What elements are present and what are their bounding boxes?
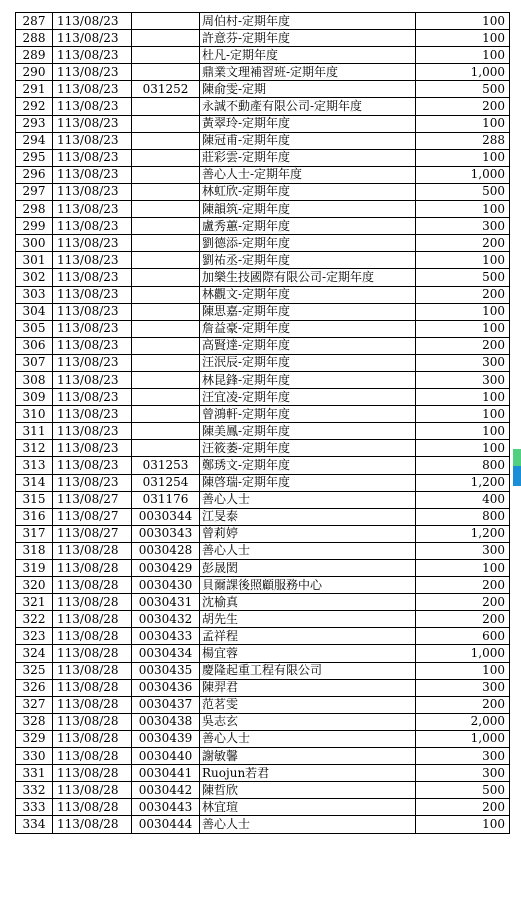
- cell-amount: 500: [416, 81, 510, 98]
- cell-number: 289: [16, 47, 53, 64]
- table-row: [16, 577, 510, 594]
- cell-donor-name: 黃翠玲-定期年度: [200, 115, 416, 132]
- cell-date: 113/08/28: [53, 542, 132, 559]
- cell-number: 299: [16, 218, 53, 235]
- cell-amount: 2,000: [416, 713, 510, 730]
- cell-donor-name: 加樂生技國際有限公司-定期年度: [200, 269, 416, 286]
- cell-donor-name: 陳思嘉-定期年度: [200, 303, 416, 320]
- cell-amount: 100: [416, 423, 510, 440]
- cell-receipt-number: [132, 64, 200, 81]
- cell-donor-name: 汪宜凌-定期年度: [200, 389, 416, 406]
- cell-receipt-number: [132, 337, 200, 354]
- table-row: [16, 679, 510, 696]
- cell-date: 113/08/28: [53, 628, 132, 645]
- cell-donor-name: 林虹欣-定期年度: [200, 183, 416, 200]
- table-row: [16, 782, 510, 799]
- cell-receipt-number: 031176: [132, 491, 200, 508]
- table-row: [16, 816, 510, 833]
- table-row: [16, 765, 510, 782]
- table-row: [16, 183, 510, 200]
- table-row: [16, 98, 510, 115]
- table-row: [16, 320, 510, 337]
- table-row: [16, 560, 510, 577]
- cell-receipt-number: 0030441: [132, 765, 200, 782]
- table-row: [16, 628, 510, 645]
- cell-donor-name: 劉祐丞-定期年度: [200, 252, 416, 269]
- table-row: [16, 252, 510, 269]
- cell-amount: 200: [416, 235, 510, 252]
- cell-number: 329: [16, 730, 53, 747]
- cell-donor-name: 善心人士: [200, 491, 416, 508]
- cell-number: 295: [16, 149, 53, 166]
- cell-donor-name: 汪泯辰-定期年度: [200, 354, 416, 371]
- cell-date: 113/08/28: [53, 816, 132, 833]
- cell-donor-name: 陳啓瑞-定期年度: [200, 474, 416, 491]
- cell-amount: 100: [416, 303, 510, 320]
- cell-donor-name: 汪筱萎-定期年度: [200, 440, 416, 457]
- cell-receipt-number: 0030343: [132, 525, 200, 542]
- cell-donor-name: 劉德添-定期年度: [200, 235, 416, 252]
- cell-amount: 200: [416, 611, 510, 628]
- edge-tab-green[interactable]: [513, 449, 521, 466]
- cell-receipt-number: 0030344: [132, 508, 200, 525]
- cell-amount: 200: [416, 98, 510, 115]
- cell-number: 333: [16, 799, 53, 816]
- cell-date: 113/08/23: [53, 252, 132, 269]
- cell-amount: 300: [416, 354, 510, 371]
- cell-number: 324: [16, 645, 53, 662]
- cell-amount: 800: [416, 457, 510, 474]
- table-row: [16, 406, 510, 423]
- cell-date: 113/08/28: [53, 679, 132, 696]
- table-row: [16, 81, 510, 98]
- cell-receipt-number: 0030444: [132, 816, 200, 833]
- cell-receipt-number: [132, 115, 200, 132]
- cell-donor-name: 慶隆起重工程有限公司: [200, 662, 416, 679]
- cell-number: 334: [16, 816, 53, 833]
- cell-receipt-number: [132, 13, 200, 30]
- table-row: [16, 611, 510, 628]
- cell-date: 113/08/28: [53, 560, 132, 577]
- cell-number: 327: [16, 696, 53, 713]
- table-row: [16, 337, 510, 354]
- cell-receipt-number: [132, 320, 200, 337]
- cell-amount: 200: [416, 577, 510, 594]
- cell-donor-name: Ruojun若君: [200, 765, 416, 782]
- cell-receipt-number: [132, 218, 200, 235]
- cell-donor-name: 鄭琇文-定期年度: [200, 457, 416, 474]
- cell-amount: 100: [416, 252, 510, 269]
- cell-number: 318: [16, 542, 53, 559]
- cell-date: 113/08/23: [53, 218, 132, 235]
- cell-receipt-number: [132, 269, 200, 286]
- table-row: [16, 166, 510, 183]
- cell-date: 113/08/23: [53, 269, 132, 286]
- cell-donor-name: 陳哲欣: [200, 782, 416, 799]
- cell-receipt-number: [132, 30, 200, 47]
- cell-receipt-number: [132, 201, 200, 218]
- table-row: [16, 303, 510, 320]
- cell-date: 113/08/28: [53, 748, 132, 765]
- cell-date: 113/08/23: [53, 132, 132, 149]
- cell-number: 287: [16, 13, 53, 30]
- cell-amount: 288: [416, 132, 510, 149]
- cell-donor-name: 鼎業文理補習班-定期年度: [200, 64, 416, 81]
- cell-amount: 800: [416, 508, 510, 525]
- cell-receipt-number: 0030440: [132, 748, 200, 765]
- cell-number: 330: [16, 748, 53, 765]
- cell-donor-name: 詹益豪-定期年度: [200, 320, 416, 337]
- table-row: [16, 440, 510, 457]
- cell-date: 113/08/23: [53, 423, 132, 440]
- cell-donor-name: 林宜瑄: [200, 799, 416, 816]
- cell-amount: 1,000: [416, 730, 510, 747]
- cell-receipt-number: 0030428: [132, 542, 200, 559]
- cell-amount: 300: [416, 679, 510, 696]
- cell-number: 326: [16, 679, 53, 696]
- cell-number: 320: [16, 577, 53, 594]
- cell-number: 303: [16, 286, 53, 303]
- cell-receipt-number: [132, 371, 200, 388]
- cell-receipt-number: 0030433: [132, 628, 200, 645]
- cell-donor-name: 沈榆真: [200, 594, 416, 611]
- table-row: [16, 423, 510, 440]
- table-row: [16, 645, 510, 662]
- cell-date: 113/08/27: [53, 508, 132, 525]
- cell-receipt-number: [132, 406, 200, 423]
- cell-donor-name: 善心人士: [200, 730, 416, 747]
- table-row: [16, 542, 510, 559]
- cell-receipt-number: [132, 149, 200, 166]
- table-row: [16, 218, 510, 235]
- cell-donor-name: 陳羿君: [200, 679, 416, 696]
- cell-date: 113/08/23: [53, 98, 132, 115]
- table-row: [16, 64, 510, 81]
- cell-date: 113/08/23: [53, 354, 132, 371]
- cell-date: 113/08/27: [53, 491, 132, 508]
- cell-receipt-number: [132, 235, 200, 252]
- cell-amount: 1,200: [416, 474, 510, 491]
- cell-amount: 100: [416, 389, 510, 406]
- cell-donor-name: 莊彩雲-定期年度: [200, 149, 416, 166]
- cell-amount: 100: [416, 320, 510, 337]
- cell-amount: 100: [416, 201, 510, 218]
- table-row: [16, 474, 510, 491]
- cell-donor-name: 陳冠甫-定期年度: [200, 132, 416, 149]
- cell-receipt-number: 0030430: [132, 577, 200, 594]
- cell-donor-name: 陳俞雯-定期: [200, 81, 416, 98]
- cell-date: 113/08/23: [53, 201, 132, 218]
- cell-amount: 100: [416, 560, 510, 577]
- cell-date: 113/08/23: [53, 440, 132, 457]
- cell-amount: 1,000: [416, 645, 510, 662]
- cell-number: 290: [16, 64, 53, 81]
- table-row: [16, 286, 510, 303]
- cell-receipt-number: [132, 286, 200, 303]
- table-row: [16, 491, 510, 508]
- cell-donor-name: 盧秀蕙-定期年度: [200, 218, 416, 235]
- cell-number: 305: [16, 320, 53, 337]
- cell-date: 113/08/23: [53, 47, 132, 64]
- cell-receipt-number: [132, 183, 200, 200]
- cell-amount: 100: [416, 30, 510, 47]
- cell-date: 113/08/28: [53, 799, 132, 816]
- table-row: [16, 696, 510, 713]
- cell-amount: 500: [416, 183, 510, 200]
- cell-donor-name: 吳志玄: [200, 713, 416, 730]
- cell-number: 312: [16, 440, 53, 457]
- cell-amount: 100: [416, 406, 510, 423]
- cell-date: 113/08/28: [53, 713, 132, 730]
- cell-number: 292: [16, 98, 53, 115]
- cell-number: 306: [16, 337, 53, 354]
- cell-date: 113/08/23: [53, 166, 132, 183]
- table-row: [16, 730, 510, 747]
- cell-number: 304: [16, 303, 53, 320]
- cell-amount: 200: [416, 286, 510, 303]
- cell-donor-name: 彭晟閎: [200, 560, 416, 577]
- cell-receipt-number: [132, 389, 200, 406]
- table-row: [16, 748, 510, 765]
- cell-amount: 100: [416, 115, 510, 132]
- cell-amount: 1,000: [416, 64, 510, 81]
- cell-date: 113/08/28: [53, 765, 132, 782]
- cell-date: 113/08/23: [53, 235, 132, 252]
- cell-date: 113/08/28: [53, 696, 132, 713]
- cell-amount: 300: [416, 371, 510, 388]
- cell-donor-name: 陳美鳳-定期年度: [200, 423, 416, 440]
- cell-date: 113/08/23: [53, 337, 132, 354]
- cell-donor-name: 善心人士: [200, 816, 416, 833]
- cell-amount: 300: [416, 765, 510, 782]
- cell-number: 313: [16, 457, 53, 474]
- cell-amount: 200: [416, 337, 510, 354]
- table-row: [16, 799, 510, 816]
- cell-date: 113/08/28: [53, 645, 132, 662]
- cell-number: 301: [16, 252, 53, 269]
- cell-number: 317: [16, 525, 53, 542]
- cell-receipt-number: 0030442: [132, 782, 200, 799]
- cell-amount: 100: [416, 662, 510, 679]
- cell-donor-name: 曾鴻軒-定期年度: [200, 406, 416, 423]
- cell-donor-name: 范茗雯: [200, 696, 416, 713]
- cell-date: 113/08/23: [53, 286, 132, 303]
- cell-number: 323: [16, 628, 53, 645]
- cell-receipt-number: 031252: [132, 81, 200, 98]
- table-row: [16, 30, 510, 47]
- cell-number: 316: [16, 508, 53, 525]
- cell-date: 113/08/23: [53, 81, 132, 98]
- cell-date: 113/08/28: [53, 662, 132, 679]
- table-row: [16, 47, 510, 64]
- table-row: [16, 354, 510, 371]
- cell-receipt-number: [132, 440, 200, 457]
- table-row: [16, 713, 510, 730]
- cell-number: 319: [16, 560, 53, 577]
- cell-donor-name: 林昆鋒-定期年度: [200, 371, 416, 388]
- cell-number: 309: [16, 389, 53, 406]
- cell-receipt-number: 0030443: [132, 799, 200, 816]
- cell-amount: 400: [416, 491, 510, 508]
- cell-receipt-number: 0030434: [132, 645, 200, 662]
- cell-number: 294: [16, 132, 53, 149]
- cell-receipt-number: 0030439: [132, 730, 200, 747]
- cell-donor-name: 貝爾課後照顧服務中心: [200, 577, 416, 594]
- cell-date: 113/08/27: [53, 525, 132, 542]
- cell-receipt-number: 031253: [132, 457, 200, 474]
- cell-receipt-number: [132, 98, 200, 115]
- cell-number: 296: [16, 166, 53, 183]
- cell-date: 113/08/23: [53, 149, 132, 166]
- cell-number: 307: [16, 354, 53, 371]
- table-row: [16, 201, 510, 218]
- cell-receipt-number: 0030436: [132, 679, 200, 696]
- cell-donor-name: 陳韻筑-定期年度: [200, 201, 416, 218]
- cell-donor-name: 楊宜蓉: [200, 645, 416, 662]
- cell-date: 113/08/23: [53, 13, 132, 30]
- cell-amount: 500: [416, 269, 510, 286]
- cell-donor-name: 善心人士-定期年度: [200, 166, 416, 183]
- cell-number: 328: [16, 713, 53, 730]
- cell-receipt-number: 0030429: [132, 560, 200, 577]
- cell-number: 288: [16, 30, 53, 47]
- cell-receipt-number: [132, 47, 200, 64]
- cell-donor-name: 林觀文-定期年度: [200, 286, 416, 303]
- cell-number: 325: [16, 662, 53, 679]
- cell-amount: 200: [416, 799, 510, 816]
- table-row: [16, 389, 510, 406]
- cell-receipt-number: [132, 252, 200, 269]
- table-row: [16, 508, 510, 525]
- cell-amount: 300: [416, 748, 510, 765]
- cell-number: 315: [16, 491, 53, 508]
- cell-receipt-number: 0030438: [132, 713, 200, 730]
- table-row: [16, 457, 510, 474]
- cell-date: 113/08/23: [53, 371, 132, 388]
- donation-table-body: [16, 13, 510, 834]
- table-row: [16, 115, 510, 132]
- cell-donor-name: 杜凡-定期年度: [200, 47, 416, 64]
- cell-donor-name: 謝敏馨: [200, 748, 416, 765]
- table-row: [16, 149, 510, 166]
- cell-number: 298: [16, 201, 53, 218]
- cell-date: 113/08/23: [53, 457, 132, 474]
- cell-donor-name: 高賢達-定期年度: [200, 337, 416, 354]
- cell-date: 113/08/23: [53, 389, 132, 406]
- cell-amount: 100: [416, 816, 510, 833]
- cell-amount: 100: [416, 47, 510, 64]
- cell-number: 310: [16, 406, 53, 423]
- cell-donor-name: 許意芬-定期年度: [200, 30, 416, 47]
- cell-date: 113/08/23: [53, 303, 132, 320]
- cell-date: 113/08/23: [53, 115, 132, 132]
- cell-receipt-number: [132, 423, 200, 440]
- cell-receipt-number: [132, 132, 200, 149]
- cell-receipt-number: 0030431: [132, 594, 200, 611]
- cell-number: 321: [16, 594, 53, 611]
- cell-donor-name: 胡先生: [200, 611, 416, 628]
- cell-date: 113/08/28: [53, 611, 132, 628]
- cell-donor-name: 曾莉婷: [200, 525, 416, 542]
- cell-donor-name: 周伯村-定期年度: [200, 13, 416, 30]
- cell-date: 113/08/23: [53, 183, 132, 200]
- cell-receipt-number: 0030437: [132, 696, 200, 713]
- table-row: [16, 235, 510, 252]
- cell-date: 113/08/28: [53, 577, 132, 594]
- cell-number: 302: [16, 269, 53, 286]
- cell-date: 113/08/23: [53, 64, 132, 81]
- cell-number: 308: [16, 371, 53, 388]
- cell-number: 291: [16, 81, 53, 98]
- cell-amount: 1,200: [416, 525, 510, 542]
- cell-number: 300: [16, 235, 53, 252]
- cell-receipt-number: 0030435: [132, 662, 200, 679]
- cell-donor-name: 江旻泰: [200, 508, 416, 525]
- table-row: [16, 269, 510, 286]
- cell-number: 297: [16, 183, 53, 200]
- table-row: [16, 371, 510, 388]
- cell-amount: 300: [416, 542, 510, 559]
- cell-date: 113/08/23: [53, 30, 132, 47]
- cell-date: 113/08/23: [53, 474, 132, 491]
- cell-amount: 100: [416, 440, 510, 457]
- cell-date: 113/08/23: [53, 406, 132, 423]
- cell-amount: 600: [416, 628, 510, 645]
- cell-date: 113/08/28: [53, 782, 132, 799]
- cell-receipt-number: [132, 354, 200, 371]
- cell-number: 314: [16, 474, 53, 491]
- cell-receipt-number: [132, 166, 200, 183]
- cell-amount: 500: [416, 782, 510, 799]
- cell-number: 311: [16, 423, 53, 440]
- cell-number: 322: [16, 611, 53, 628]
- cell-donor-name: 孟祥程: [200, 628, 416, 645]
- cell-amount: 100: [416, 13, 510, 30]
- table-row: [16, 662, 510, 679]
- cell-date: 113/08/23: [53, 320, 132, 337]
- cell-date: 113/08/28: [53, 730, 132, 747]
- table-row: [16, 13, 510, 30]
- cell-number: 331: [16, 765, 53, 782]
- table-row: [16, 594, 510, 611]
- table-row: [16, 525, 510, 542]
- cell-amount: 200: [416, 696, 510, 713]
- cell-number: 293: [16, 115, 53, 132]
- cell-amount: 200: [416, 594, 510, 611]
- cell-amount: 300: [416, 218, 510, 235]
- cell-receipt-number: [132, 303, 200, 320]
- cell-donor-name: 永誠不動產有限公司-定期年度: [200, 98, 416, 115]
- edge-tab-blue[interactable]: [513, 466, 521, 486]
- table-row: [16, 132, 510, 149]
- cell-receipt-number: 0030432: [132, 611, 200, 628]
- cell-donor-name: 善心人士: [200, 542, 416, 559]
- donation-table: [15, 12, 510, 834]
- cell-receipt-number: 031254: [132, 474, 200, 491]
- cell-date: 113/08/28: [53, 594, 132, 611]
- cell-amount: 1,000: [416, 166, 510, 183]
- cell-number: 332: [16, 782, 53, 799]
- cell-amount: 100: [416, 149, 510, 166]
